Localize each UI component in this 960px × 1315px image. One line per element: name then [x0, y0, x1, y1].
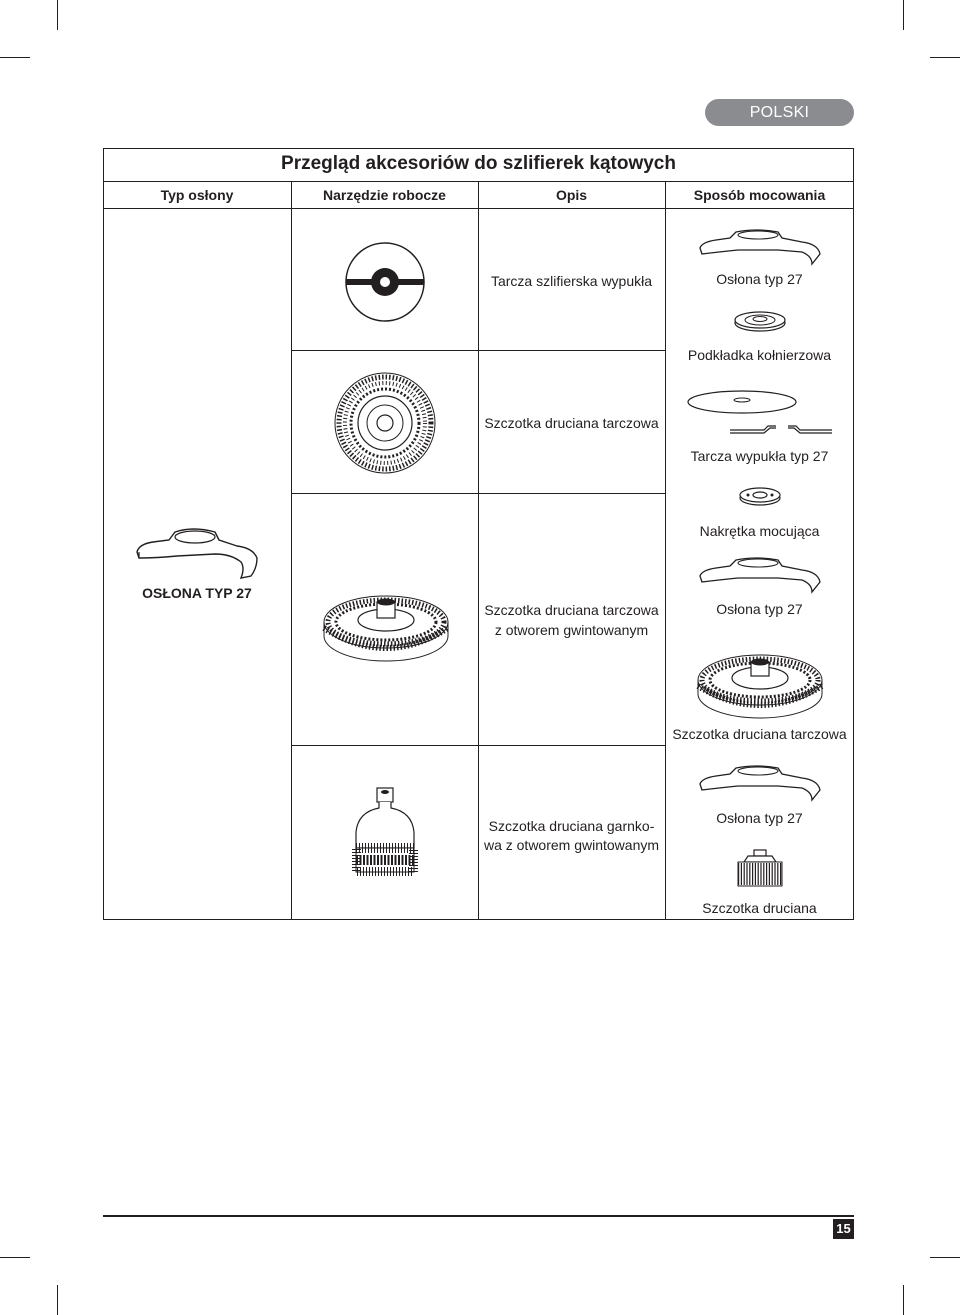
wire-wheel-icon — [333, 371, 437, 475]
locking-nut-icon — [738, 485, 782, 507]
flange-washer-icon — [733, 309, 787, 333]
column-header-description: Opis — [555, 187, 588, 203]
crop-mark — [930, 1257, 960, 1258]
footer-rule — [103, 1215, 854, 1217]
crop-mark — [0, 57, 30, 58]
column-divider — [478, 181, 479, 920]
mounting-part-label: Szczotka druciana — [702, 900, 817, 916]
guard-type27-icon — [698, 554, 822, 594]
tool-description: Szczotka druciana garnko- — [488, 818, 655, 834]
guard-type27-icon — [698, 226, 822, 266]
table-title: Przegląd akcesoriów do szlifierek kątowych — [281, 153, 676, 174]
row-divider — [291, 745, 666, 746]
mounting-part-label: Nakrętka mocująca — [699, 523, 820, 539]
tool-description: z otworem gwintowanym — [494, 622, 649, 638]
guard-type27-icon — [698, 762, 822, 802]
page-number: 15 — [833, 1219, 854, 1239]
crop-mark — [57, 1285, 58, 1315]
cup-brush-icon — [734, 848, 786, 888]
language-badge: POLSKI — [705, 99, 854, 126]
threaded-cup-brush-icon — [352, 786, 418, 876]
mounting-part-label: Osłona typ 27 — [716, 271, 803, 287]
mounting-part-label: Podkładka kołnierzowa — [687, 347, 832, 363]
column-divider — [291, 181, 292, 920]
guard-type27-icon — [133, 522, 261, 580]
grinding-disc-icon — [344, 241, 426, 323]
wire-wheel-icon — [694, 640, 826, 720]
row-divider — [291, 493, 666, 494]
crop-mark — [903, 0, 904, 30]
tool-description: Szczotka druciana tarczowa — [484, 602, 659, 618]
crop-mark — [57, 0, 58, 30]
depressed-centre-disc-icon — [686, 388, 834, 440]
column-header-guard-type: Typ osłony — [160, 187, 234, 203]
mounting-part-label: Osłona typ 27 — [716, 601, 803, 617]
column-header-mounting: Sposób mocowania — [693, 187, 826, 203]
tool-description: wa z otworem gwintowanym — [483, 837, 660, 853]
crop-mark — [0, 1257, 30, 1258]
tool-description: Szczotka druciana tarczowa — [484, 415, 659, 431]
mounting-part-label: Tarcza wypukła typ 27 — [690, 448, 829, 464]
column-header-tool: Narzędzie robocze — [323, 187, 446, 203]
mounting-part-label: Szczotka druciana tarczowa — [672, 726, 847, 742]
threaded-wire-wheel-icon — [320, 578, 452, 664]
tool-description: Tarcza szlifierska wypukła — [490, 273, 653, 289]
mounting-part-label: Osłona typ 27 — [716, 810, 803, 826]
row-divider — [291, 350, 666, 351]
crop-mark — [903, 1285, 904, 1315]
crop-mark — [930, 57, 960, 58]
guard-type-label: OSŁONA TYP 27 — [142, 585, 252, 601]
